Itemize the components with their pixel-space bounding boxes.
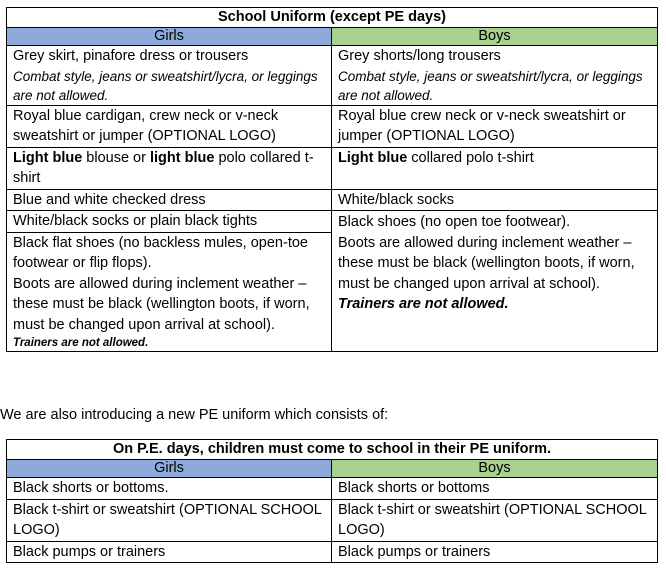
table-title: On P.E. days, children must come to school in their PE uniform.: [7, 440, 658, 460]
table-cell: [332, 147, 658, 189]
bold-text: light blue: [149, 149, 215, 166]
cell-text: collared polo t-shirt: [407, 149, 534, 166]
cell-note: Combat style, jeans or sweatshirt/lycra, or leggings are not allowed.: [338, 68, 643, 103]
boys-header: Boys: [332, 28, 658, 46]
table-cell: [332, 46, 658, 106]
intro-text: We are also introducing a new PE uniform which consists of:: [0, 407, 389, 423]
table-cell: [7, 232, 332, 352]
girls-header: Girls: [7, 28, 332, 46]
table-cell: [7, 46, 332, 106]
table-cell: Royal blue crew neck or v-neck sweatshirt or jumper (OPTIONAL LOGO): [332, 105, 658, 147]
table-cell: Black shorts or bottoms.: [7, 478, 332, 500]
bold-text: Light blue: [338, 149, 408, 166]
cell-text: Boots are allowed during inclement weather – these must be black (wellington boots, if worn, must be changed upon arrival at school).: [13, 275, 310, 333]
table-cell: Black t-shirt or sweatshirt (OPTIONAL SCHOOL LOGO): [332, 499, 658, 541]
pe-uniform-table: [6, 439, 658, 563]
table-cell: Royal blue cardigan, crew neck or v-neck sweatshirt or jumper (OPTIONAL LOGO): [7, 105, 332, 147]
table-cell: White/black socks: [332, 189, 658, 211]
cell-text: Boots are allowed during inclement weather – these must be black (wellington boots, if worn, must be changed upon arrival at school).: [338, 234, 635, 292]
table-cell: Black shorts or bottoms: [332, 478, 658, 500]
cell-text: polo collared t-shirt: [13, 149, 314, 186]
girls-header: Girls: [7, 460, 332, 478]
cell-text: blouse or: [82, 149, 150, 166]
cell-text: Grey skirt, pinafore dress or trousers: [13, 48, 249, 64]
table-cell: [332, 211, 658, 352]
table-cell: Blue and white checked dress: [7, 189, 332, 211]
table-cell: Black pumps or trainers: [7, 541, 332, 563]
table-title: School Uniform (except PE days): [7, 8, 658, 28]
cell-note: Trainers are not allowed.: [338, 296, 509, 312]
cell-note: Trainers are not allowed.: [13, 337, 149, 349]
table-cell: Black pumps or trainers: [332, 541, 658, 563]
table-cell: White/black socks or plain black tights: [7, 211, 332, 233]
cell-text: Grey shorts/long trousers: [338, 48, 501, 64]
table-cell: Black t-shirt or sweatshirt (OPTIONAL SCHOOL LOGO): [7, 499, 332, 541]
cell-note: Combat style, jeans or sweatshirt/lycra, or leggings are not allowed.: [13, 68, 318, 103]
cell-text: Black flat shoes (no backless mules, open-toe footwear or flip flops).: [13, 234, 308, 271]
bold-text: Light blue: [13, 149, 83, 166]
table-cell: [7, 147, 332, 189]
boys-header: Boys: [332, 460, 658, 478]
school-uniform-table: [6, 7, 658, 352]
cell-text: Black shoes (no open toe footwear).: [338, 214, 571, 230]
